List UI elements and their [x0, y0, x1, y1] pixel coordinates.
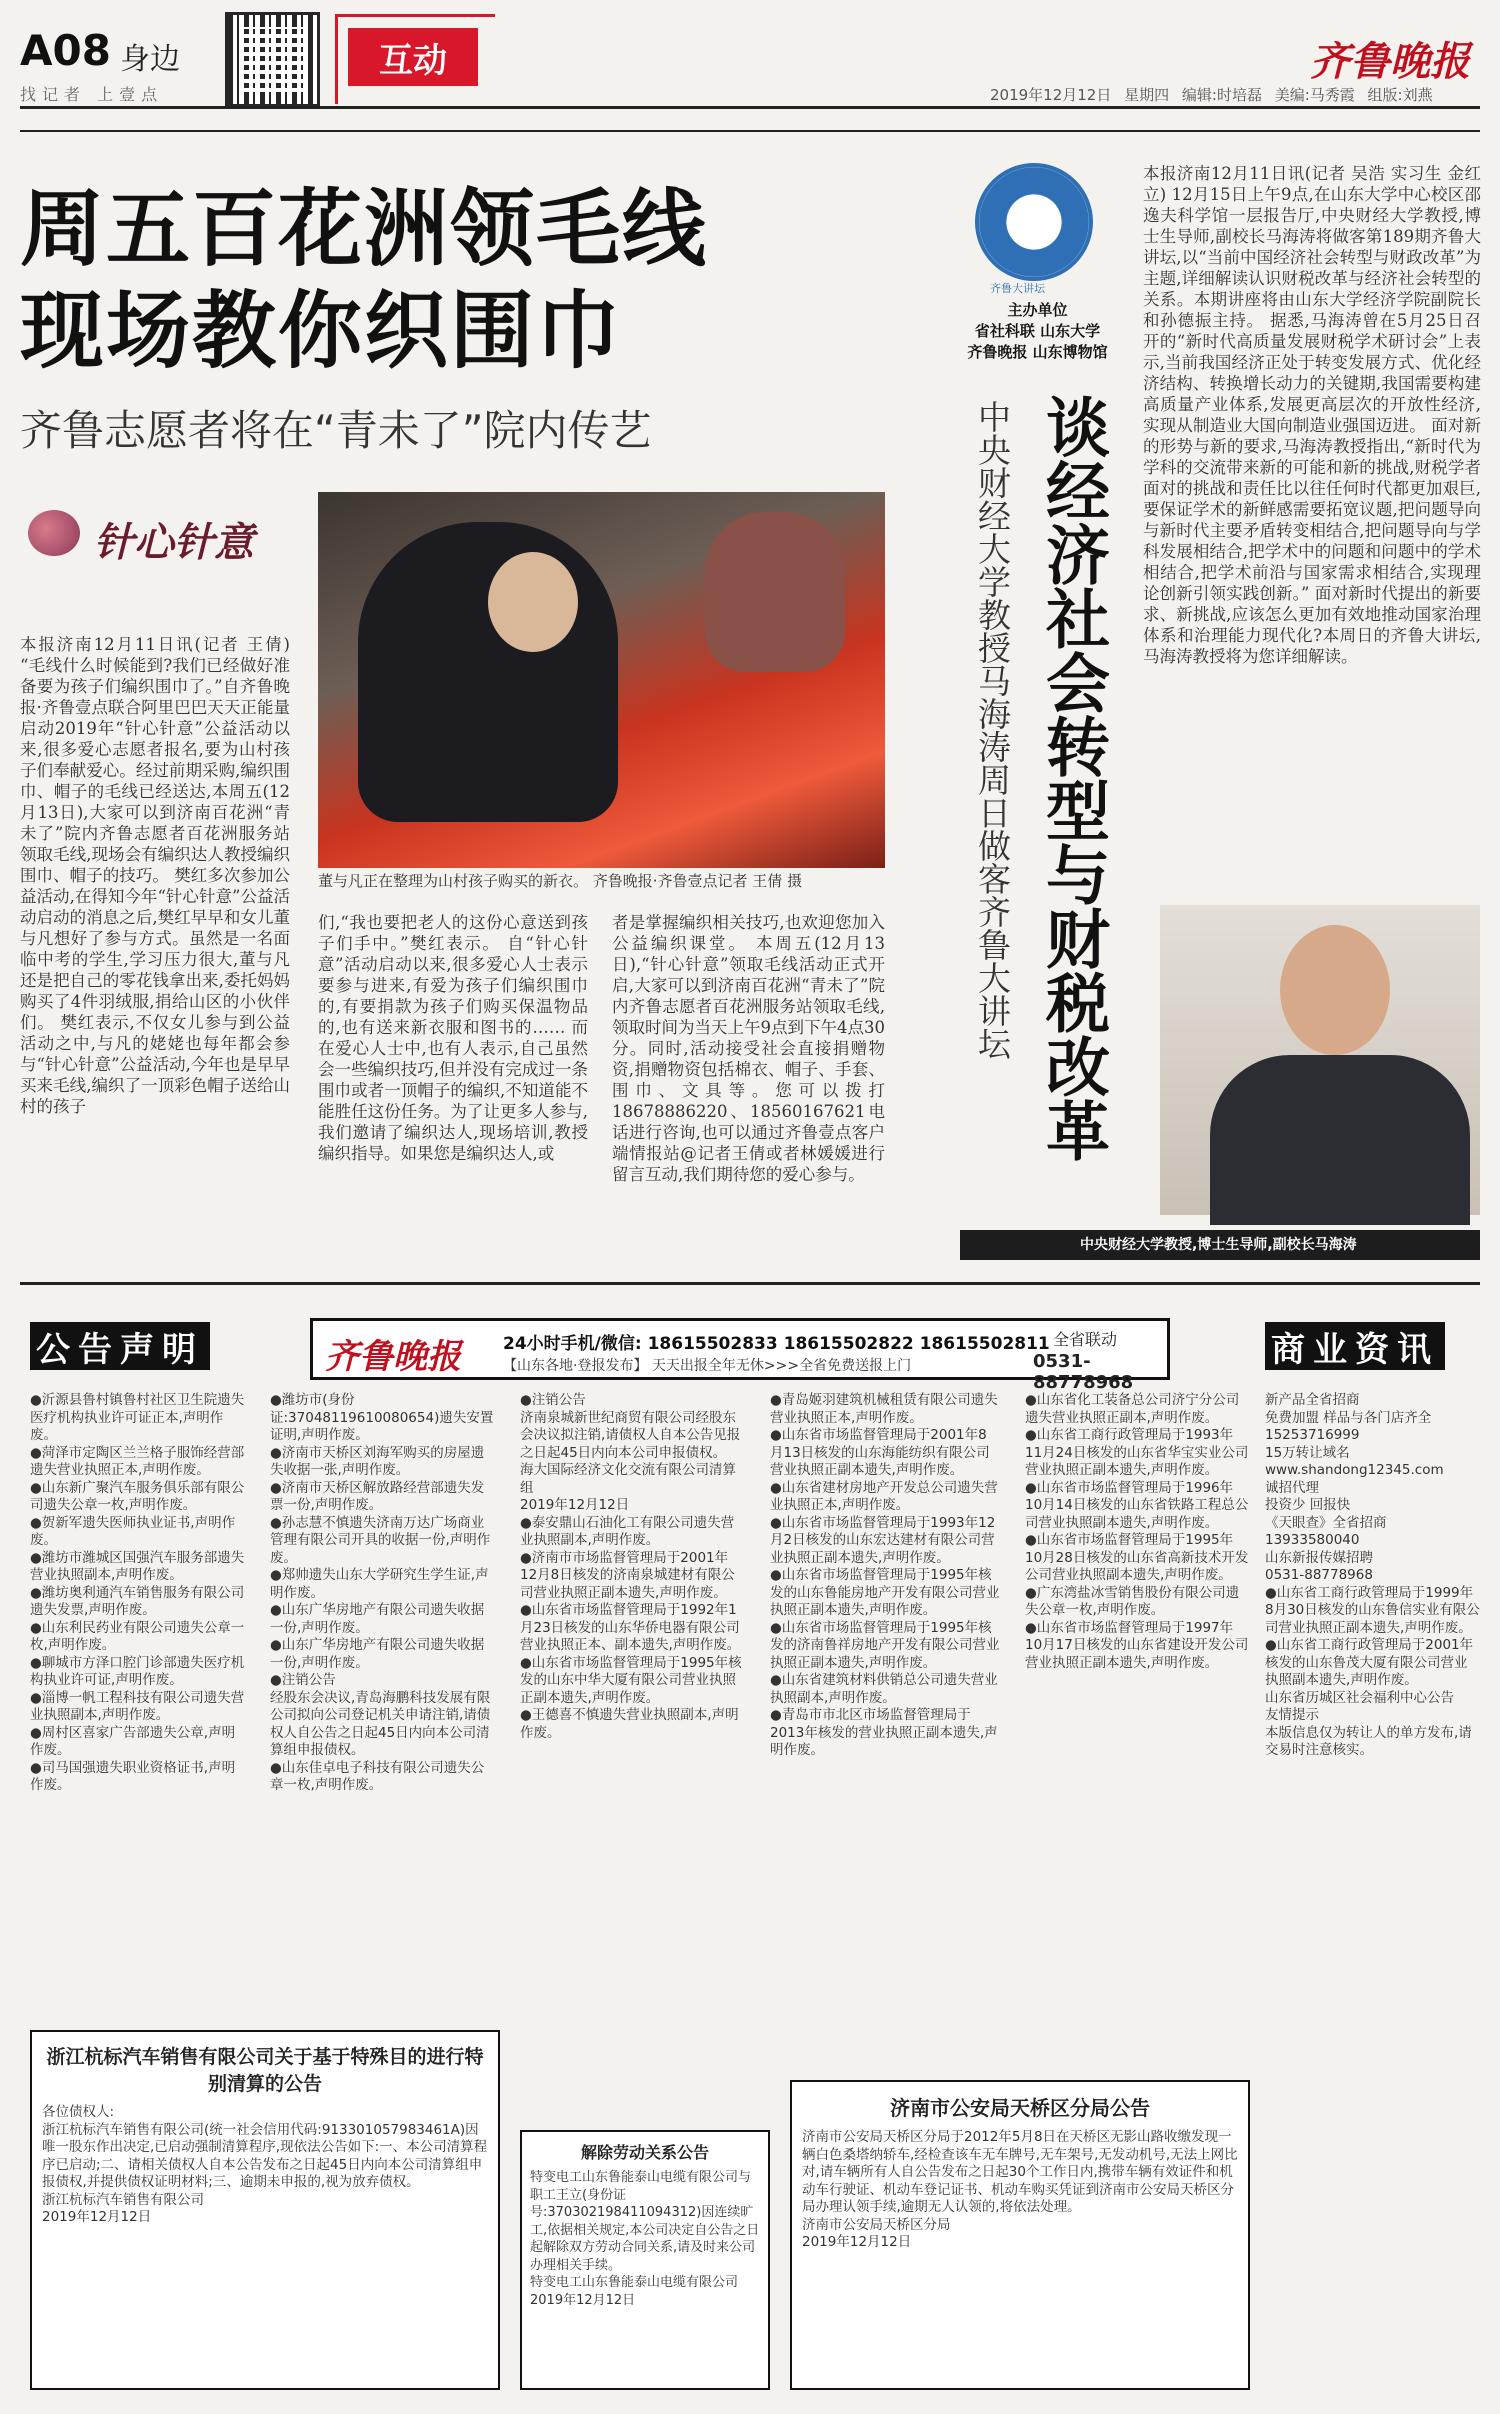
masthead-subtitle: 找记者 上壹点 [20, 85, 164, 104]
news-photo [318, 492, 885, 868]
ad-column-6: 新产品全省招商 免费加盟 样品与各门店齐全 15253716999 15万转让域名 www.shandong12345.com 诚招代理 投资少 回报快 《天眼查》全省招商 13933580040 山东新报传媒招聘 0531-88778968 ●山东省工商行政管理局于1999年8月30日核发的山东鲁信实业有限公司营业执照正副本遗失,声明作废。 ●山东省工商行政管理局于2001年核发的山东鲁茂大厦有限公司营业执照副本遗失,声明作废。 山东省历城区社会福利中心公告 友情提示 本版信息仅为转让人的单方发布,请交易时注意核实。 [1265, 1392, 1480, 1758]
labor-title: 解除劳动关系公告 [580, 2143, 709, 2162]
newspaper-logo: 齐鲁晚报 [1310, 38, 1470, 85]
police-notice [790, 2080, 1250, 2390]
ad-column-2: ●潍坊市(身份证:37048119610080654)遗失安置证明,声明作废。 ●济南市天桥区刘海军购买的房屋遗失收据一张,声明作废。 ●济南市天桥区解放路经营部遗失发票一份,声明作废。 ●孙志慧不慎遗失济南万达广场商业管理有限公司开具的收据一份,声明作废。 ●郑帅遗失山东大学研究生学生证,声明作废。 ●山东广华房地产有限公司遗失收据一份,声明作废。 ●山东广华房地产有限公司遗失收据一份,声明作废。 ●注销公告 经股东会决议,青岛海鹏科技发展有限公司拟向公司登记机关申请注销,请债权人自公告之日起45日内向本公司清算组申报债权。 ●山东佳卓电子科技有限公司遗失公章一枚,声明作废。 [270, 1392, 494, 1793]
left-story-col2: 们,“我也要把老人的这份心意送到孩子们手中。”樊红表示。 自“针心针意”活动启动以来,很多爱心人士表示要参与进来,有爱为孩子们编织围巾的,有要捐款为孩子们购买保温物品的,也有送来新衣服和图书的…… 而在爱心人士中,也有人表示,自己虽然会一些编织技巧,但并没有完成过一条围巾或者一顶帽子的编织,不知道能不能胜任这份任务。为了让更多人参与,我们邀请了编织达人,现场培训,教授编织指导。如果您是编织达人,或 [318, 913, 588, 1163]
left-story-col3: 者是掌握编织相关技巧,也欢迎您加入公益编织课堂。 本周五(12月13日),“针心针意”领取毛线活动正式开启,大家可以到济南百花洲“青未了”院内齐鲁志愿者百花洲服务站领取毛线,领取时间为当天上午9点到下午4点30分。同时,活动接受社会直接捐赠物资,捐赠物资包括棉衣、帽子、手套、围巾、文具等。您可以拨打18678886220、18560167621电话进行咨询,也可以通过齐鲁壹点客户端情报站@记者王倩或者林媛媛进行留言互动,我们期待您的爱心参与。 [612, 913, 885, 1184]
issue-meta: 2019年12月12日 星期四 编辑:时培磊 美编:马秀霞 组版:刘燕 [990, 86, 1433, 104]
labor-body: 特变电工山东鲁能泰山电缆有限公司与职工王立(身份证号:370302198411094312)因连续旷工,依据相关规定,本公司决定自公告之日起解除双方劳动合同关系,请及时来公司办理相关手续。 特变电工山东鲁能泰山电缆有限公司 2019年12月12日 [530, 2170, 760, 2308]
hotline-slogan: 【山东各地·登报发布】 天天出报全年无休>>>全省免费送报上门 [503, 1358, 912, 1374]
ad-column-4: ●青岛姬羽建筑机械租赁有限公司遗失营业执照正本,声明作废。 ●山东省市场监督管理局于2001年8月13日核发的山东海能纺织有限公司营业执照正副本遗失,声明作废。 ●山东省建材房地产开发总公司遗失营业执照正本,声明作废。 ●山东省市场监督管理局于1993年12月2日核发的山东宏达建材有限公司营业执照正副本遗失,声明作废。 ●山东省市场监督管理局于1995年核发的山东鲁能房地产开发有限公司营业执照正副本遗失,声明作废。 ●山东省市场监督管理局于1995年核发的济南鲁祥房地产开发有限公司营业执照正副本遗失,声明作废。 ●山东省建筑材料供销总公司遗失营业执照副本,声明作废。 ●青岛市市北区市场监督管理局于2013年核发的营业执照正副本遗失,声明作废。 [770, 1392, 1000, 1758]
sponsor-block: 主办单位 省社科联 山东大学 齐鲁晚报 山东博物馆 [967, 301, 1108, 361]
portrait-caption: 中央财经大学教授,博士生导师,副校长马海涛 [960, 1230, 1480, 1260]
liquidation-body: 各位债权人: 浙江杭标汽车销售有限公司(统一社会信用代码:913301057983461A)因唯一股东作出决定,已启动强制清算程序,现依法公告如下:一、本公司清算程序已启动;二、请相关债权人自本公告发布之日起45日内向本公司清算组申报债权,并提供债权证明材料;三、逾期未申报的,视为放弃债权。 浙江杭标汽车销售有限公司 2019年12月12日 [42, 2104, 488, 2225]
forum-emblem-icon [975, 163, 1093, 281]
hotline-phone: 0531-88778968 [1033, 1351, 1134, 1393]
hotline-banner [310, 1318, 1170, 1393]
masthead-rule [20, 106, 1480, 109]
right-headline: 谈经济社会转型与财税改革 [1035, 394, 1109, 1162]
section-name: 身边 [120, 42, 180, 77]
page-number: A08 [20, 26, 111, 75]
speaker-portrait [1160, 905, 1480, 1215]
liquidation-notice [30, 2030, 500, 2390]
left-story-col1: 本报济南12月11日讯(记者 王倩) “毛线什么时候能到?我们已经做好准备要为孩子们编织围巾了。”自齐鲁晚报·齐鲁壹点联合阿里巴巴天天正能量启动2019年“针心针意”公益活动以来,很多爱心志愿者报名,要为山村孩子们奉献爱心。经过前期采购,编织围巾、帽子的毛线已经送达,本周五(12月13日),大家可以到济南百花洲“青未了”院内齐鲁志愿者百花洲服务站领取毛线,现场会有编织达人教授编织围巾、帽子的技巧。 樊红多次参加公益活动,在得知今年“针心针意”公益活动启动的消息之后,樊红早早和女儿董与凡想好了参与方式。虽然是一名面临中考的学生,学习压力很大,董与凡还是把自己的零花钱拿出来,委托妈妈购买了4件羽绒服,捐给山区的小伙伴们。 樊红表示,不仅女儿参与到公益活动之中,与凡的姥姥也每年都会参与“针心针意”公益活动,今年也是早早买来毛线,编织了一顶彩色帽子送给山村的孩子 [20, 635, 290, 1116]
hotline-numbers: 24小时手机/微信: 18615502833 18615502822 18615502811 [503, 1334, 1050, 1354]
business-header: 商业资讯 [1265, 1322, 1445, 1370]
speaker-face [1280, 925, 1390, 1055]
yarn-heart-icon [28, 510, 80, 556]
right-story-body: 本报济南12月11日讯(记者 吴浩 实习生 金红立) 12月15日上午9点,在山东大学中心校区邵逸夫科学馆一层报告厅,中央财经大学教授,博士生导师,副校长马海涛将做客第189期齐鲁大讲坛,以“当前中国经济社会转型与财政改革”为主题,详细解读认识财税改革与经济社会转型的关系。本期讲座将由山东大学经济学院副院长和孙德振主持。 据悉,马海涛曾在5月25日召开的“新时代高质量发展财税学术研讨会”上表示,当前我国经济正处于转变发展方式、优化经济结构、转换增长动力的关键期,我国需要构建高质量产业体系,发展更高层次的开放性经济,实现从制造业大国向制造业强国迈进。 面对新的形势与新的要求,马海涛教授指出,“新时代为学科的交流带来新的可能和新的挑战,财税学者面对的挑战和责任比以往任何时代都更加艰巨,要保证学术的新鲜感需要拓宽议题,把问题导向与新时代主要矛盾转变相结合,把问题导向与学科发展相结合,把学术中的问题和问题中的学术相结合,把学术前沿与国家需求相结合,实现理论创新引领实践创新。” 面对新时代提出的新要求、新挑战,应该怎么更加有效地推动国家治理体系和治理能力现代化?本周日的齐鲁大讲坛,马海涛教授将为您详细解读。 [1143, 164, 1481, 666]
ad-column-3: ●注销公告 济南泉城新世纪商贸有限公司经股东会决议拟注销,请债权人自本公告见报之日起45日内向本公司申报债权。 海大国际经济文化交流有限公司清算组 2019年12月12日 ●泰安鼎山石油化工有限公司遗失营业执照副本,声明作废。 ●济南市市场监督管理局于2001年12月8日核发的济南泉城建材有限公司营业执照正副本遗失,声明作废。 ●山东省市场监督管理局于1992年1月23日核发的山东华侨电器有限公司营业执照正本、副本遗失,声明作废。 ●山东省市场监督管理局于1995年核发的山东中华大厦有限公司营业执照正副本遗失,声明作废。 ●王德喜不慎遗失营业执照副本,声明作废。 [520, 1392, 742, 1741]
left-subheadline: 齐鲁志愿者将在“青未了”院内传艺 [20, 406, 652, 455]
girl-head [488, 552, 578, 652]
forum-name: 齐鲁大讲坛 [990, 282, 1045, 295]
hotline-label: 全省联动 [1053, 1330, 1118, 1349]
ad-column-5: ●山东省化工装备总公司济宁分公司遗失营业执照正副本,声明作废。 ●山东省工商行政管理局于1993年11月24日核发的山东省华宝实业公司营业执照正副本遗失,声明作废。 ●山东省市场监督管理局于1996年10月14日核发的山东省铁路工程总公司营业执照副本遗失,声明作废。 ●山东省市场监督管理局于1995年10月28日核发的山东省高新技术开发公司营业执照副本遗失,声明作废。 ●广东湾盐冰雪销售股份有限公司遗失公章一枚,声明作废。 ●山东省市场监督管理局于1997年10月17日核发的山东省建设开发公司营业执照正副本遗失,声明作废。 [1025, 1392, 1249, 1671]
left-headline: 周五百花洲领毛线 现场教你织围巾 [20, 180, 709, 380]
police-title: 济南市公安局天桥区分局公告 [890, 2096, 1150, 2120]
liquidation-title: 浙江杭标汽车销售有限公司关于基于特殊目的进行特别清算的公告 [46, 2046, 484, 2095]
photo-caption: 董与凡正在整理为山村孩子购买的新衣。 齐鲁晚报·齐鲁壹点记者 王倩 摄 [318, 872, 803, 890]
girl-figure [358, 522, 618, 822]
speaker-suit [1210, 1055, 1470, 1225]
qr-code-icon[interactable] [225, 12, 320, 107]
ad-column-1: ●沂源县鲁村镇鲁村社区卫生院遗失医疗机构执业许可证正本,声明作废。 ●菏泽市定陶区兰兰格子服饰经营部遗失营业执照正本,声明作废。 ●山东新广聚汽车服务俱乐部有限公司遗失公章一枚,声明作废。 ●贺新军遗失医师执业证书,声明作废。 ●潍坊市潍城区国强汽车服务部遗失营业执照副本,声明作废。 ●潍坊奥利通汽车销售服务有限公司遗失发票,声明作废。 ●山东利民药业有限公司遗失公章一枚,声明作废。 ●聊城市方泽口腔门诊部遗失医疗机构执业许可证,声明作废。 ●淄博一帆工程科技有限公司遗失营业执照副本,声明作废。 ●周村区喜家广告部遗失公章,声明作废。 ●司马国强遗失职业资格证书,声明作废。 [30, 1392, 245, 1793]
ads-divider [20, 1282, 1480, 1285]
notice-header: 公告声明 [30, 1322, 210, 1370]
campaign-logo: 针心针意 [28, 510, 254, 568]
masthead-rule-2 [20, 130, 1480, 132]
labor-notice [520, 2130, 770, 2390]
right-subheadline: 中央财经大学教授马海涛周日做客齐鲁大讲坛 [973, 400, 1012, 1060]
hotline-logo: 齐鲁晚报 [325, 1337, 461, 1377]
teddy-bear [705, 512, 845, 672]
police-body: 济南市公安局天桥区分局于2012年5月8日在天桥区无影山路收缴发现一辆白色桑塔纳轿车,经检查该车无车牌号,无车架号,无发动机号,无法上网比对,请车辆所有人自公告发布之日起30个工作日内,携带车辆有效证件和机动车行驶证、机动车登记证书、机动车购买凭证到济南市公安局天桥区分局办理认领手续,逾期无人认领的,将依法处理。 济南市公安局天桥区分局 2019年12月12日 [802, 2129, 1238, 2250]
section-tag: 互动 [348, 28, 478, 86]
